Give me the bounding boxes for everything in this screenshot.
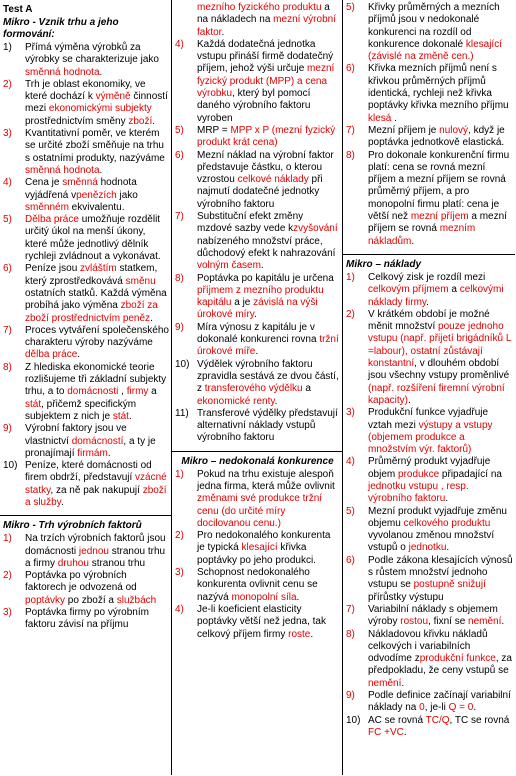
item-text: Podle definice začínají variabilní náklady na	[368, 690, 511, 714]
answer-text: domácností	[71, 435, 124, 447]
item-text: prostřednictvím směny	[25, 115, 129, 127]
list-item	[175, 211, 340, 272]
answer-text: druhou	[57, 557, 89, 569]
answer-text: domácnosti	[67, 386, 119, 398]
item-text: připadající na	[439, 468, 502, 480]
item-text: .	[221, 26, 225, 38]
answer-text: mezní příjem	[410, 211, 469, 223]
answer-text: celkové náklady	[237, 174, 309, 186]
answer-text: celkovými náklady firmy	[368, 284, 504, 308]
item-text: .	[310, 628, 314, 640]
item-number: 8)	[3, 361, 12, 373]
answer-text: zboží	[128, 115, 153, 127]
answer-text: produkční funkce	[419, 653, 496, 665]
item-text: vyvolanou změnou množství vstupů o	[368, 530, 495, 554]
list-item	[346, 2, 513, 63]
item-text: po zboží a	[65, 594, 117, 606]
item-text: .	[255, 346, 259, 358]
item-text: Křivky průměrných a mezních příjmů jsou v nedokonalé konkurenci na rozdíl od konkurence dokonalé	[368, 2, 500, 50]
list-item	[175, 469, 340, 530]
item-number: 8)	[175, 272, 184, 284]
item-number: 10)	[3, 460, 18, 472]
item-number: 2)	[346, 308, 355, 320]
answer-text: směnném	[25, 201, 69, 213]
answer-text: směnná hodnota	[25, 66, 100, 78]
list-factor-market-continued	[175, 2, 340, 445]
answer-text: celkovým příjmem	[368, 284, 449, 296]
section-title-factor-market: Mikro - Trh výrobních faktorů	[3, 520, 142, 532]
item-number: 6)	[346, 63, 355, 75]
list-item	[3, 423, 169, 460]
item-number: 6)	[346, 554, 355, 566]
list-item	[3, 79, 169, 128]
item-number: 2)	[3, 570, 12, 582]
item-text: a	[302, 383, 311, 395]
section-divider	[172, 451, 343, 452]
answer-text: produkce	[398, 468, 440, 480]
item-text: .	[473, 702, 477, 714]
item-number: 3)	[3, 607, 12, 619]
item-number: 3)	[3, 128, 12, 140]
section-title-market-origin: Mikro - Vznik trhu a jeho formování:	[3, 17, 119, 40]
item-text: .	[446, 542, 450, 554]
item-text: Produkční funkce vyjadřuje vztah mezi	[368, 407, 489, 431]
list-item	[3, 362, 169, 423]
list-item	[346, 125, 513, 150]
answer-text: směnná hodnota	[25, 164, 100, 176]
list-item	[175, 408, 340, 445]
item-text: .	[411, 235, 415, 247]
item-number: 9)	[3, 423, 12, 435]
item-number: 7)	[175, 211, 184, 223]
item-text: ,	[118, 386, 127, 398]
answer-text: mezním nákladům	[368, 223, 476, 247]
list-item	[175, 273, 340, 322]
item-text: Mezní náklad na výrobní faktor představuje částku, o kterou vzrostou	[197, 149, 334, 186]
item-text: Na trzích výrobních faktorů jsou domácnosti	[25, 533, 166, 557]
item-number: 5)	[3, 214, 12, 226]
item-text: .	[99, 66, 103, 78]
item-text: jako	[116, 189, 138, 201]
item-number: 2)	[175, 530, 184, 542]
answer-text: firmy	[126, 386, 149, 398]
item-text: , v dlouhém období jsou všechny vstupy proměnlivé	[368, 358, 510, 382]
list-item	[3, 263, 169, 324]
item-text: Průměrný produkt vyjadřuje objem	[368, 456, 491, 480]
item-number: 9)	[346, 690, 355, 702]
item-text: ostatních statků. Každá výměna probíhá jako výměna	[25, 287, 167, 312]
item-number: 7)	[346, 603, 355, 615]
item-text: Poptávka po výrobních faktorech je odvozená od	[25, 570, 137, 594]
section-divider	[343, 254, 515, 255]
answer-text: nemění	[368, 677, 402, 689]
answer-text: službách	[116, 594, 157, 606]
item-text: .	[426, 296, 429, 308]
item-text: Peníze jsou	[25, 263, 81, 275]
item-text: .	[152, 115, 156, 127]
answer-text: jednotku vstupu , resp. výrobního faktoru	[368, 480, 469, 505]
item-text: .	[107, 447, 111, 459]
item-text: Substituční efekt změny mzdové sazby vede k	[197, 211, 304, 235]
item-text: ekvivalentu.	[68, 201, 125, 213]
item-text: Proces vytváření společenského charakteru výroby nazýváme	[25, 324, 169, 349]
item-number: 10)	[346, 714, 361, 726]
list-item	[175, 604, 340, 641]
answer-text: zvláštím	[80, 263, 117, 275]
item-text: stranou trhu	[88, 557, 146, 569]
item-text: Variabilní náklady s objemem výroby	[368, 603, 498, 628]
list-item	[3, 177, 169, 214]
answer-text: (např. rozšíření firemní výrobní kapacity)	[368, 382, 505, 406]
item-number: 7)	[346, 124, 355, 136]
item-text: Pro dokonale konkurenční firmu platí: cena se rovná mezní příjem a mezní příjem se rovná průměrný příjem, a pro monopolní firmu platí: cena je větší než	[368, 149, 510, 223]
item-text: V krátkém období je možné měnit množství	[368, 308, 490, 333]
item-text: , který byl pomocí daného výrobního faktoru vyroben	[197, 88, 311, 124]
item-number: 6)	[175, 149, 184, 161]
item-number: 6)	[3, 263, 12, 275]
answer-text: výměně	[95, 91, 131, 103]
item-text: .	[254, 309, 257, 321]
list-item	[175, 39, 340, 125]
list-item	[175, 322, 340, 359]
list-item	[175, 2, 340, 39]
answer-text: penězích	[76, 189, 117, 201]
item-number: 5)	[346, 505, 355, 517]
item-text: Mezní produkt vyjadřuje změnu objemu	[368, 505, 507, 529]
item-text: , TC se rovná	[449, 714, 510, 726]
answer-text: klesající (závislé na změně cen.)	[368, 38, 502, 63]
answer-text: mezního fyzického produktu	[197, 2, 322, 13]
item-text: statkem, který zprostředkovává	[25, 263, 158, 287]
answer-text: MPP x P (mezní fyzický produkt krát cena)	[197, 124, 336, 149]
list-item	[346, 555, 513, 604]
list-item	[346, 715, 513, 740]
list-item	[3, 533, 169, 570]
answer-text: jednou	[78, 545, 109, 557]
item-text: MRP =	[197, 124, 231, 136]
item-number: 9)	[175, 321, 184, 333]
item-text: Kvantitativní poměr, ve kterém se určité zboží směňuje na trhu s ostatními produkty, nazýváme	[25, 128, 165, 164]
item-number: 11)	[175, 407, 189, 419]
item-number: 1)	[3, 42, 12, 53]
item-text: , když je poptávka jednotkově elastická.	[368, 124, 505, 149]
answer-text: ekonomické renty	[197, 395, 275, 407]
list-item	[3, 214, 169, 263]
answer-text: TC/Q	[425, 714, 450, 726]
column-3	[343, 0, 515, 775]
item-number: 3)	[346, 407, 355, 419]
item-text: .	[150, 312, 153, 324]
section-title-costs: Mikro – náklady	[346, 258, 422, 270]
answer-text: mezní fyzický produkt (MPP) a cena výrobku	[197, 63, 335, 100]
item-number: 3)	[175, 567, 184, 579]
answer-text: Q = 0	[448, 702, 474, 714]
answer-text: klesající	[241, 542, 278, 554]
answer-text: vzácné statky	[25, 472, 167, 496]
item-number: 4)	[3, 177, 12, 189]
list-item	[346, 604, 513, 629]
answer-text: směnná	[62, 177, 98, 189]
item-text: hodnota vyjádřená v	[25, 177, 137, 201]
item-text: .	[401, 677, 405, 689]
item-text: Míra výnosu z kapitálu je v dokonalé konkurenci rovna	[197, 321, 320, 346]
item-text: Přímá výměna výrobků za výrobky se charakterizuje jako	[25, 42, 159, 66]
list-item	[3, 460, 169, 509]
test-title: Test A	[3, 4, 33, 15]
item-text: , fixní se	[428, 616, 469, 628]
item-text: Cena je	[25, 177, 63, 189]
item-number: 4)	[175, 38, 184, 50]
list-item	[175, 150, 340, 211]
answer-text: postupně snižují	[413, 579, 486, 591]
item-text: .	[445, 493, 449, 505]
list-item	[175, 125, 340, 150]
item-text: , za ně pak nakupují	[50, 484, 143, 496]
item-text: stranou trhu a firmy	[25, 545, 166, 569]
answer-text: transferového výdělku	[204, 383, 303, 395]
item-text: Transferové výdělky představují alternativní náklady vstupů výrobního faktoru	[197, 407, 338, 444]
answer-text: stát	[25, 398, 42, 410]
answer-text: pouze jednoho vstupu (např. přijetí brigádníků L =labour), ostatní zůstávají konstantní	[368, 321, 512, 370]
item-number: 1)	[175, 468, 184, 480]
item-text: a	[148, 386, 157, 398]
item-text: Výrobní faktory jsou ve vlastnictví	[25, 423, 127, 447]
item-number: 1)	[3, 533, 12, 545]
item-number: 5)	[346, 2, 355, 13]
item-number: 4)	[346, 456, 355, 468]
item-text: , přičemž specifickým subjektem z nich je	[25, 398, 137, 422]
list-item	[346, 272, 513, 309]
item-text: Peníze, které domácnosti od firem obdrží, představují	[25, 460, 152, 484]
answer-text: ekonomickými subjekty	[48, 103, 152, 115]
item-number: 4)	[175, 603, 184, 615]
item-text: , je-li	[424, 702, 449, 714]
answer-text: jednotku	[408, 542, 447, 554]
item-text: .	[403, 726, 407, 738]
item-text: .	[99, 164, 103, 176]
section-title-imperfect-competition: Mikro – nedokonalá konkurence	[181, 455, 334, 467]
answer-text: výstupy a vstupy (objemem produkce a množstvím výr. faktorů)	[368, 419, 493, 456]
item-number: 7)	[3, 324, 12, 336]
list-item	[346, 629, 513, 690]
item-text: umožňuje rozdělit určitý úkol na menší úkony, které může jednotlivý dělník rychleji zvládnout a vykonávat.	[25, 214, 161, 263]
item-text: Trh je oblast ekonomiky, ve které dochází k	[25, 78, 146, 103]
item-number: 10)	[175, 358, 190, 370]
answer-text: rostou	[400, 616, 429, 628]
item-text: AC se rovná	[368, 714, 426, 726]
list-item	[346, 63, 513, 124]
item-text: Pro nedokonalého konkurenta je typická	[197, 530, 331, 554]
item-text: Pokud na trhu existuje alespoň jedna firma, která může ovlivnit	[197, 468, 335, 492]
list-item	[346, 309, 513, 407]
list-item	[175, 359, 340, 408]
answer-text: zboží a služby	[25, 484, 167, 508]
item-number: 8)	[346, 149, 355, 161]
item-text: .	[296, 591, 300, 603]
list-item	[346, 456, 513, 505]
answer-text: zvyšování	[293, 223, 338, 235]
answer-text: směnu	[125, 275, 156, 287]
answer-text: tržní úrokové míře	[197, 334, 339, 358]
list-item	[3, 128, 169, 177]
item-text: činností mezi	[25, 91, 168, 115]
answer-text: firmám	[77, 447, 108, 459]
item-text: Poptávka firmy po výrobním faktoru závisí na příjmu	[25, 607, 149, 631]
item-text: .	[501, 616, 505, 628]
answer-text: stát	[112, 410, 129, 422]
list-item	[3, 607, 169, 632]
list-item	[346, 150, 513, 248]
item-text: a na nákladech na	[197, 2, 330, 26]
item-text: .	[128, 410, 132, 422]
answer-text: nemění	[468, 616, 502, 628]
answer-text: dělba práce	[25, 349, 78, 361]
list-costs	[346, 272, 513, 739]
list-item	[3, 42, 169, 79]
answer-text: Dělba práce	[25, 214, 79, 226]
item-text: a je	[231, 297, 254, 309]
list-item	[346, 407, 513, 456]
answer-text: poptávky	[25, 594, 66, 606]
item-text: a	[448, 284, 460, 296]
item-text: Z hlediska ekonomické teorie rozlišujeme tři základní subjekty trhu, a to	[25, 361, 167, 398]
answer-text: roste	[288, 628, 311, 640]
item-number: 2)	[3, 78, 12, 90]
item-text: , a ty je pronajímají	[25, 435, 156, 459]
answer-text: závislá na výši úrokové míry	[197, 297, 318, 321]
item-text: Celkový zisk je rozdíl mezi	[368, 271, 486, 283]
item-text: , za předpokladu, že ceny vstupů se	[368, 653, 512, 677]
column-2	[172, 0, 343, 775]
item-text: Křivka mezních příjmů není s křivkou průměrných příjmů identická, rychleji než křivka poptávky křivka mezního příjmu	[368, 63, 509, 112]
item-text: přírůstky výstupu	[368, 591, 444, 603]
list-item	[346, 690, 513, 715]
item-number: 5)	[175, 124, 184, 136]
list-item	[175, 567, 340, 604]
column-1	[0, 0, 172, 775]
item-text: a mezní příjem se rovná	[368, 211, 507, 235]
item-text: Podle zákona klesajících výnosů s růstem množství jednoho vstupu se	[368, 554, 513, 591]
item-text: nabízeného množství práce, důchodový efekt k nahrazování	[197, 235, 336, 259]
item-text: .	[60, 496, 64, 508]
list-factor-market	[3, 533, 169, 631]
answer-text: monopolní síla	[231, 591, 297, 603]
item-text: křivka poptávky po jeho produkci.	[197, 542, 316, 566]
answer-text: příjmem z mezního produktu kapitálu	[197, 284, 324, 309]
list-item	[346, 506, 513, 555]
item-text: Je-li koeficient elasticity poptávky větší než jedna, tak celkový příjem firmy	[197, 603, 326, 640]
item-text: Mezní příjem je	[368, 124, 440, 136]
item-text: Každá dodatečná jednotka vstupu přináší firmě dodatečný příjem, jehož výši určuje	[197, 38, 334, 75]
list-market-origin	[3, 42, 169, 509]
list-item	[3, 570, 169, 607]
section-divider	[0, 515, 172, 516]
item-text: .	[408, 394, 411, 406]
answer-text: klesá	[368, 112, 392, 124]
item-text: Nákladovou křivku nákladů celkových i variabilních odvodíme z	[368, 628, 488, 665]
item-text: Poptávka po kapitálu je určena	[197, 272, 334, 284]
answer-text: zboží za zboží prostřednictvím peněz	[25, 300, 158, 324]
item-text: .	[391, 112, 397, 124]
list-item	[3, 325, 169, 362]
item-text: Výdělek výrobního faktoru zpravidla sestává ze dvou částí, z	[197, 358, 339, 395]
list-imperfect-competition-continued	[346, 2, 513, 248]
answer-text: volným časem	[197, 260, 261, 272]
item-text: .	[77, 349, 81, 361]
item-text: při najmutí dodatečné jednotky výrobního faktoru	[197, 174, 323, 210]
item-text: Schopnost nedokonalého konkurenta ovlivnit cenu se nazývá	[197, 567, 318, 603]
answer-text: 0	[419, 702, 425, 714]
list-imperfect-competition	[175, 469, 340, 641]
answer-text: mezní výrobní faktor	[197, 14, 336, 38]
list-item	[175, 530, 340, 567]
answer-text: celkového produktu	[403, 517, 491, 529]
answer-text: nulový	[439, 124, 469, 136]
answer-text: FC +VC	[368, 726, 404, 738]
item-number: 8)	[346, 628, 355, 640]
answer-text: změnami své produkce tržní cenu (do určité míry docilovanou cenu.)	[197, 493, 323, 529]
item-number: 1)	[346, 271, 355, 283]
item-text: .	[260, 260, 264, 272]
item-text: .	[274, 395, 278, 407]
